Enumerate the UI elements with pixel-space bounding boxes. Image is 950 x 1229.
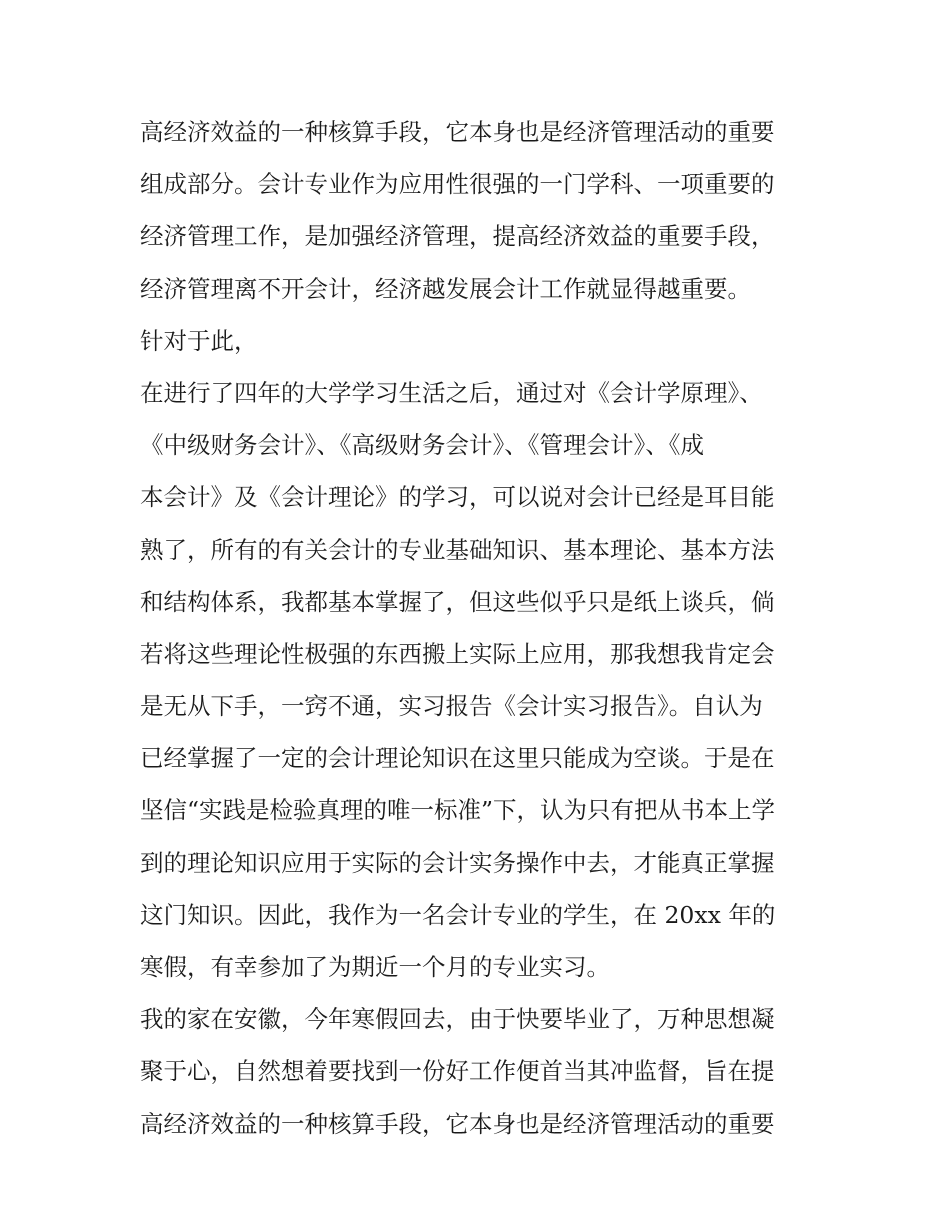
text-line: 若将这些理论性极强的东西搬上实际上应用，那我想我肯定会 <box>140 639 775 668</box>
text-line: 高经济效益的一种核算手段，它本身也是经济管理活动的重要 <box>140 118 775 146</box>
text-line: 经济管理离不开会计，经济越发展会计工作就显得越重要。 <box>140 274 751 303</box>
body-text <box>140 106 820 1150</box>
text-line: 寒假，有幸参加了为期近一个月的专业实习。 <box>140 953 610 981</box>
text-line: 坚信“实践是检验真理的唯一标准”下，认为只有把从书本上学 <box>140 796 776 825</box>
text-line: 针对于此， <box>140 326 258 355</box>
text-line: 高经济效益的一种核算手段，它本身也是经济管理活动的重要 <box>140 1109 775 1138</box>
text-line: 我的家在安徽，今年寒假回去，由于快要毕业了，万种思想凝 <box>140 1005 775 1034</box>
text-line: 是无从下手，一窍不通，实习报告《会计实习报告》。自认为 <box>140 692 763 721</box>
text-line: 组成部分。会计专业作为应用性很强的一门学科、一项重要的 <box>140 170 775 199</box>
text-line: 经济管理工作，是加强经济管理，提高经济效益的重要手段， <box>140 222 775 251</box>
text-line: 在进行了四年的大学学习生活之后，通过对《会计学原理》、 <box>140 378 763 407</box>
text-line: 和结构体系，我都基本掌握了，但这些似乎只是纸上谈兵，倘 <box>140 587 775 616</box>
text-line: 《中级财务会计》、《高级财务会计》、《管理会计》、《成 <box>140 431 704 460</box>
text-line: 聚于心，自然想着要找到一份好工作便首当其冲监督，旨在提 <box>140 1057 775 1086</box>
text-line: 本会计》及《会计理论》的学习，可以说对会计已经是耳目能 <box>140 483 775 512</box>
text-line: 熟了，所有的有关会计的专业基础知识、基本理论、基本方法 <box>140 535 775 564</box>
text-line: 到的理论知识应用于实际的会计实务操作中去，才能真正掌握 <box>140 848 775 877</box>
text-line: 已经掌握了一定的会计理论知识在这里只能成为空谈。于是在 <box>140 744 775 773</box>
text-line: 这门知识。因此，我作为一名会计专业的学生，在 20xx 年的 <box>140 900 776 929</box>
